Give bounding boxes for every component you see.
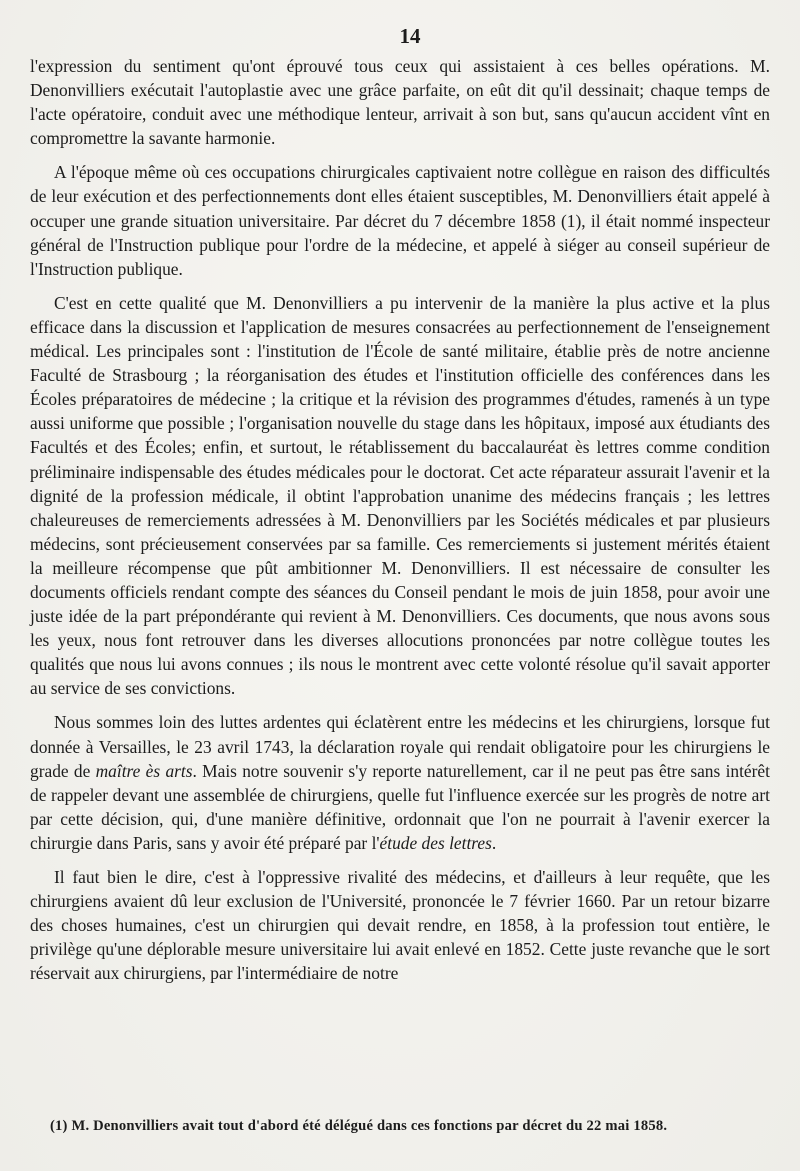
paragraph-2: A l'époque même où ces occupations chirurgicales captivaient notre collègue en raison des difficultés de leur exécution et des perfectionnements dont elles étaient susceptibles, M. Denonvilliers était appelé à occuper une grande situation universitaire. Par décret du 7 décembre 1858 (1), il était nommé inspecteur général de l'Instruction publique pour l'ordre de la médecine, et appelé à siéger au conseil supérieur de l'Instruction publique.	[30, 162, 770, 279]
paragraph-4-text-c: .	[491, 832, 497, 853]
paragraph-1: l'expression du sentiment qu'ont éprouvé tous ceux qui assistaient à ces belles opérations. M. Denonvilliers exécutait l'autoplastie avec une grâce parfaite, on eût dit qu'il dessinait; chaque temps de l'acte opératoire, conduit avec une méthodique lenteur, arrivait à son but, sans qu'aucun accident vînt en compromettre la savante harmonie.	[30, 56, 770, 149]
page-number: 14	[399, 24, 421, 48]
paragraph-4-italic-b: étude des lettres	[379, 832, 492, 853]
paragraph-4-italic-a: maître ès arts	[95, 760, 193, 781]
paragraph-4-text-b: . Mais notre souvenir s'y reporte naturellement, car il ne peut pas être sans intérêt de rappeler devant une assemblée de chirurgiens, quelle fut l'influence exercée sur les progrès de notre art par cette décision, qui, d'une manière définitive, ordonnait que l'on ne pourrait à l'avenir exercer la chirurgie dans Paris, sans y avoir été préparé par l'	[30, 760, 770, 853]
paragraph-3: C'est en cette qualité que M. Denonvilliers a pu intervenir de la manière la plus active et la plus efficace dans la discussion et l'application de mesures consacrées au perfectionnement de l'enseignement médical. Les principales sont : l'institution de l'École de santé militaire, établie près de notre ancienne Faculté de Strasbourg ; la réorganisation des études et l'institution officielle des conférences dans les Écoles préparatoires de médecine ; la critique et la révision des programmes d'études, ramenés à un type aussi uniforme que possible ; l'organisation nouvelle du stage dans les hôpitaux, imposé aux étudiants des Facultés et des Écoles; enfin, et surtout, le rétablissement du baccalauréat ès lettres comme condition préliminaire indispensable des études médicales pour le doctorat. Cet acte réparateur assurait l'avenir et la dignité de la profession médicale, il obtint l'approbation unanime des médecins français ; les lettres chaleureuses de remerciements adressées à M. Denonvilliers par les Sociétés médicales et par plusieurs médecins, sont précieusement conservées par sa famille. Ces remerciements si justement mérités étaient la meilleure récompense que pût ambitionner M. Denonvilliers. Il est nécessaire de consulter les documents officiels rendant compte des séances du Conseil pendant le mois de juin 1858, pour avoir une juste idée de la part prépondérante qui revient à M. Denonvilliers. Ces documents, que nous avons sous les yeux, nous font retrouver dans les diverses allocutions prononcées par notre collègue toutes les qualités que nous lui avons connues ; ils nous le montrent avec cette volonté résolue qu'il savait apporter au service de ses convictions.	[30, 292, 770, 699]
paragraph-5: Il faut bien le dire, c'est à l'oppressive rivalité des médecins, et d'ailleurs à leur requête, que les chirurgiens avaient dû leur exclusion de l'Université, prononcée le 7 février 1660. Par un retour bizarre des choses humaines, c'est un chirurgien qui devait rendre, en 1858, à la profession tout entière, le privilège qu'une déplorable mesure universitaire lui avait enlevé en 1852. Cette juste revanche que le sort réservait aux chirurgiens, par l'intermédiaire de notre	[30, 867, 770, 984]
paragraph-4	[30, 710, 770, 855]
paragraph-4-text-a: Nous sommes loin des luttes ardentes qui éclatèrent entre les médecins et les chirurgiens, lorsque fut donnée à Versailles, le 23 avril 1743, la déclaration royale qui rendait obligatoire pour les chirurgiens le grade de	[30, 712, 770, 781]
body-text	[30, 54, 770, 985]
footnote: (1) M. Denonvilliers avait tout d'abord été délégué dans ces fonctions par décret du 22 mai 1858.	[50, 1118, 668, 1134]
